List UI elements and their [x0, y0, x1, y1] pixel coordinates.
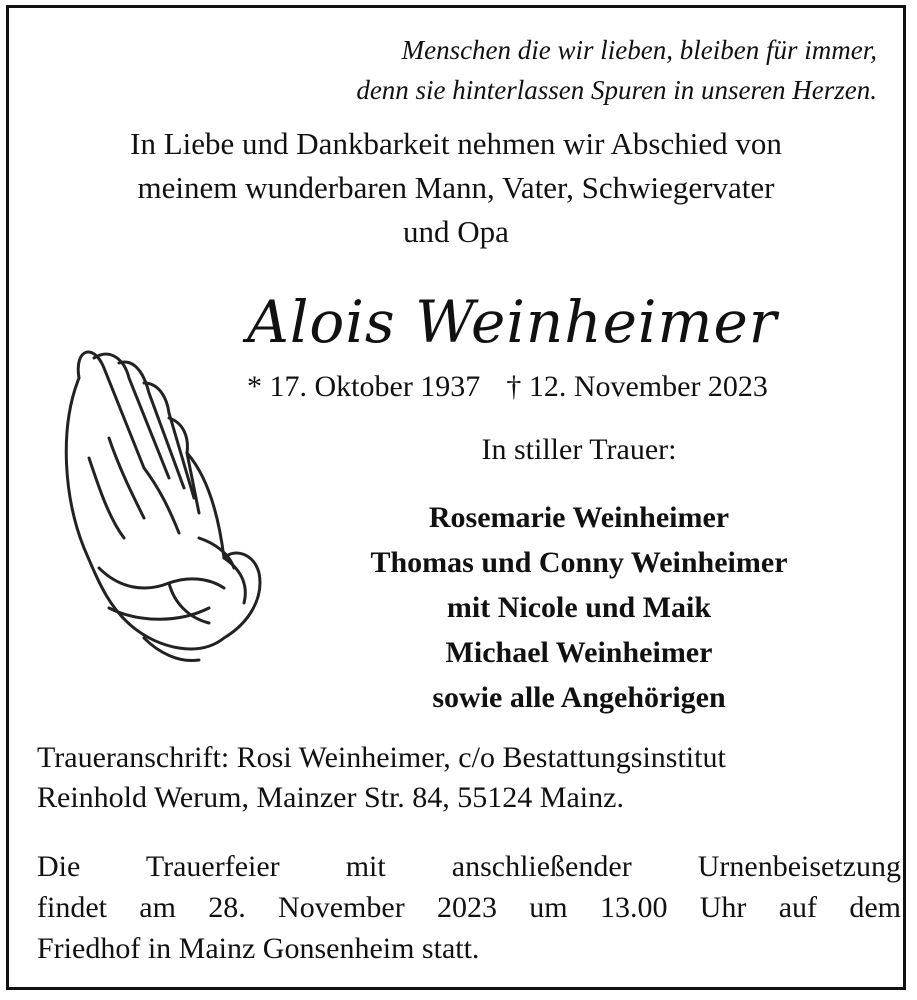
- mourner-item: mit Nicole und Maik: [446, 591, 712, 624]
- death-date: † 12. November 2023: [506, 370, 768, 403]
- life-dates: [247, 370, 794, 404]
- quote-line-1: Menschen die wir lieben, bleiben für immer,: [401, 35, 877, 65]
- address-line-1: Traueranschrift: Rosi Weinheimer, c/o Bestattungsinstitut: [37, 741, 726, 774]
- funeral-line-3: Friedhof in Mainz Gonsenheim statt.: [37, 932, 480, 965]
- mourning-label: In stiller Trauer:: [481, 433, 677, 466]
- funeral-line-1: Die Trauerfeier mit anschließender Urnenbeisetzung: [37, 850, 901, 883]
- mourner-item: Rosemarie Weinheimer: [428, 501, 730, 534]
- obituary-notice: [6, 5, 906, 990]
- quote-line-2: denn sie hinterlassen Spuren in unseren Herzen.: [356, 75, 877, 105]
- mourner-item: Thomas und Conny Weinheimer: [370, 546, 788, 579]
- mourners-list: [249, 495, 909, 720]
- funeral-line-2: findet am 28. November 2023 um 13.00 Uhr auf dem: [37, 891, 901, 924]
- intro-line-2: meinem wunderbaren Mann, Vater, Schwiegervater: [137, 170, 775, 205]
- funeral-details: [37, 846, 901, 969]
- praying-hands-icon: [49, 338, 269, 678]
- deceased-name: Alois Weinheimer: [247, 288, 778, 356]
- mourner-item: sowie alle Angehörigen: [432, 681, 726, 714]
- mourning-address: [37, 738, 726, 818]
- intro-line-3: und Opa: [403, 214, 509, 249]
- birth-date: * 17. Oktober 1937: [247, 370, 481, 403]
- mourner-item: Michael Weinheimer: [445, 636, 713, 669]
- intro-line-1: In Liebe und Dankbarkeit nehmen wir Abschied von: [130, 126, 782, 161]
- address-line-2: Reinhold Werum, Mainzer Str. 84, 55124 Mainz.: [37, 781, 624, 814]
